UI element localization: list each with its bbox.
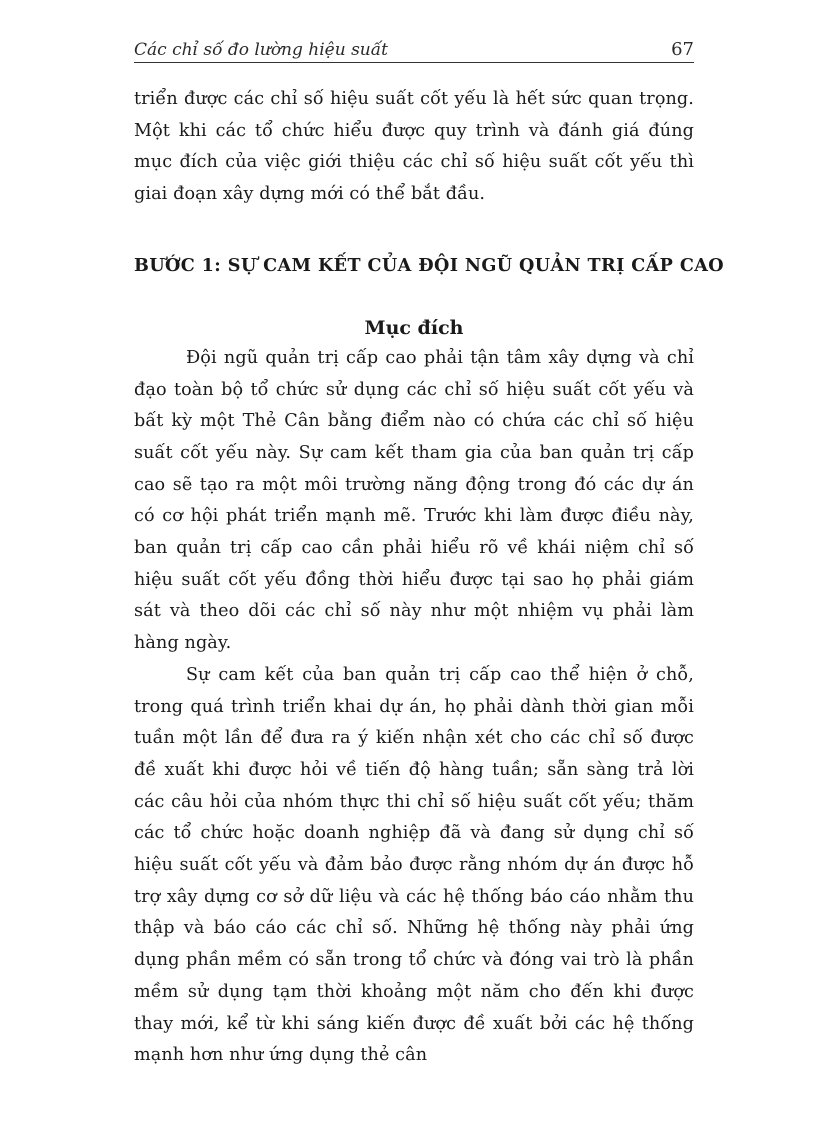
sub-heading: Mục đích [364, 316, 464, 339]
page-number: 67 [671, 39, 694, 60]
section-heading: BƯỚC 1: SỰ CAM KẾT CỦA ĐỘI NGŨ QUẢN TRỊ CẤP CAO [134, 254, 725, 276]
header-divider [134, 62, 694, 63]
body-paragraph-2: Sự cam kết của ban quản trị cấp cao thể hiện ở chỗ, trong quá trình triển khai dự án, họ phải dành thời gian mỗi tuần một lần để đưa ra ý kiến nhận xét cho các chỉ số được đề xuất khi được hỏi về tiến độ hàng tuần; sẵn sàng trả lời các câu hỏi của nhóm thực thi chỉ số hiệu suất cốt yếu; thăm các tổ chức hoặc doanh nghiệp đã và đang sử dụng chỉ số hiệu suất cốt yếu và đảm bảo được rằng nhóm dự án được hỗ trợ xây dựng cơ sở dữ liệu và các hệ thống báo cáo nhằm thu thập và báo cáo các chỉ số. Những hệ thống này phải ứng dụng phần mềm có sẵn trong tổ chức và đóng vai trò là phần mềm sử dụng tạm thời khoảng một năm cho đến khi được thay mới, kể từ khi sáng kiến được đề xuất bởi các hệ thống mạnh hơn như ứng dụng thẻ cân [134, 664, 694, 1066]
intro-paragraph: triển được các chỉ số hiệu suất cốt yếu là hết sức quan trọng. Một khi các tổ chức hiểu được quy trình và đánh giá đúng mục đích của việc giới thiệu các chỉ số hiệu suất cốt yếu thì giai đoạn xây dựng mới có thể bắt đầu. [134, 89, 694, 205]
running-header [134, 34, 694, 60]
page-content [134, 84, 725, 1072]
body-paragraph-1: Đội ngũ quản trị cấp cao phải tận tâm xây dựng và chỉ đạo toàn bộ tổ chức sử dụng các chỉ số hiệu suất cốt yếu và bất kỳ một Thẻ Cân bằng điểm nào có chứa các chỉ số hiệu suất cốt yếu này. Sự cam kết tham gia của ban quản trị cấp cao sẽ tạo ra một môi trường năng động trong đó các dự án có cơ hội phát triển mạnh mẽ. Trước khi làm được điều này, ban quản trị cấp cao cần phải hiểu rõ về khái niệm chỉ số hiệu suất cốt yếu đồng thời hiểu được tại sao họ phải giám sát và theo dõi các chỉ số này như một nhiệm vụ phải làm hàng ngày. [134, 347, 694, 654]
running-title: Các chỉ số đo lường hiệu suất [134, 40, 389, 60]
